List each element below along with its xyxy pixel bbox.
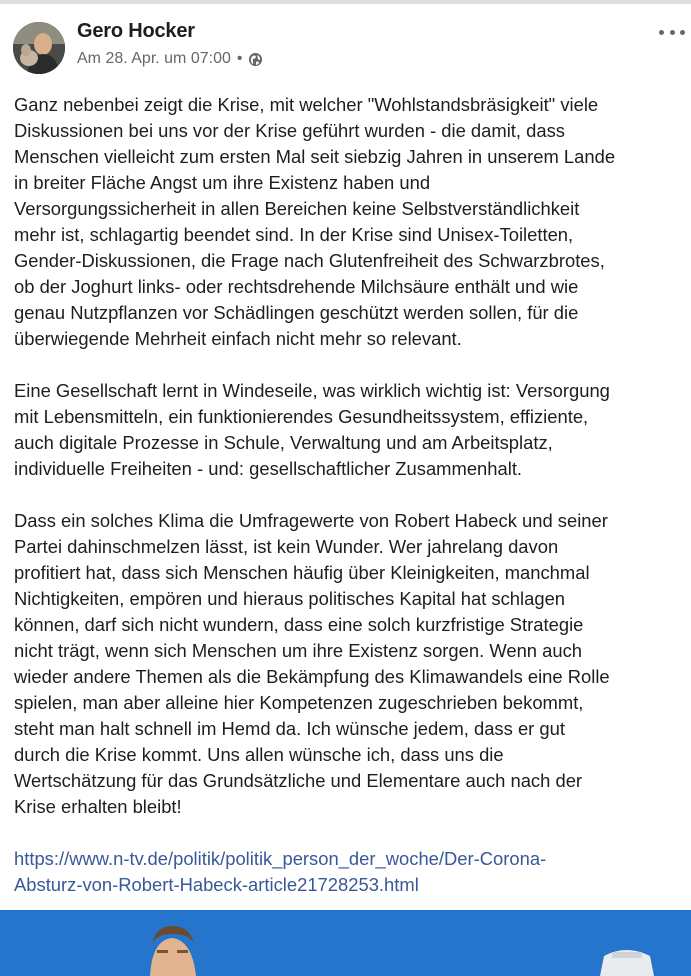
text-line: mehr ist, schlagartig beendet sind. In der Krise sind Unisex-Toiletten,: [14, 224, 574, 245]
text-line: in breiter Fläche Angst um ihre Existenz haben und: [14, 172, 431, 193]
link-line[interactable]: https://www.n-tv.de/politik/politik_person_der_woche/Der-Corona-: [14, 848, 547, 869]
avatar[interactable]: [13, 22, 65, 74]
text-line: durch die Krise kommt. Uns allen wünsche ich, dass uns die: [14, 744, 504, 765]
article-link[interactable]: [14, 846, 546, 898]
text-line: genau Nutzpflanzen vor Schädlingen geschützt werden sollen, für die: [14, 302, 579, 323]
post-header: [0, 4, 691, 80]
post-text: [14, 92, 691, 846]
text-line: Ganz nebenbei zeigt die Krise, mit welcher "Wohlstandsbräsigkeit" viele: [14, 94, 599, 115]
dot: [680, 30, 685, 35]
text-line: Krise erhalten bleibt!: [14, 796, 182, 817]
post-paragraph: [14, 508, 691, 820]
text-line: nicht trägt, wenn sich Menschen um ihre Existenz sorgen. Wenn auch: [14, 640, 583, 661]
text-line: können, darf sich nicht wundern, dass eine solch kurzfristige Strategie: [14, 614, 584, 635]
text-line: überwiegende Mehrheit einfach nicht mehr so relevant.: [14, 328, 462, 349]
meta-separator: •: [236, 50, 243, 67]
post-timestamp[interactable]: Am 28. Apr. um 07:00: [77, 50, 231, 67]
author-name[interactable]: Gero Hocker: [77, 20, 195, 42]
post-meta: [77, 50, 263, 68]
avatar-image: [13, 22, 65, 74]
dot: [659, 30, 664, 35]
globe-icon[interactable]: [248, 52, 263, 67]
text-line: Dass ein solches Klima die Umfragewerte von Robert Habeck und seiner: [14, 510, 608, 531]
text-line: Partei dahinschmelzen lässt, ist kein Wunder. Wer jahrelang davon: [14, 536, 559, 557]
text-line: Gender-Diskussionen, die Frage nach Glutenfreiheit des Schwarzbrotes,: [14, 250, 605, 271]
preview-photo: [0, 910, 691, 976]
text-line: mit Lebensmitteln, ein funktionierendes Gesundheitssystem, effiziente,: [14, 406, 589, 427]
post-paragraph: [14, 92, 691, 352]
text-line: wieder andere Themen als die Bekämpfung des Klimawandels eine Rolle: [14, 666, 610, 687]
post-paragraph: [14, 378, 691, 482]
link-line[interactable]: Absturz-von-Robert-Habeck-article21728253.html: [14, 874, 419, 895]
text-line: profitiert hat, dass sich Menschen häufig über Kleinigkeiten, manchmal: [14, 562, 590, 583]
text-line: spielen, man aber alleine hier Kompetenzen zugeschrieben bekommt,: [14, 692, 584, 713]
text-line: individuelle Freiheiten - und: gesellschaftlicher Zusammenhalt.: [14, 458, 523, 479]
text-line: auch digitale Prozesse in Schule, Verwaltung und am Arbeitsplatz,: [14, 432, 553, 453]
text-line: Versorgungssicherheit in allen Bereichen keine Selbstverständlichkeit: [14, 198, 580, 219]
text-line: Wertschätzung für das Grundsätzliche und Elementare auch nach der: [14, 770, 583, 791]
link-preview-image[interactable]: [0, 910, 691, 976]
text-line: Eine Gesellschaft lernt in Windeseile, was wirklich wichtig ist: Versorgung: [14, 380, 610, 401]
text-line: ob der Joghurt links- oder rechtsdrehende Milchsäure enthält und wie: [14, 276, 579, 297]
text-line: steht man halt schnell im Hemd da. Ich wünsche jedem, dass er gut: [14, 718, 565, 739]
text-line: Nichtigkeiten, empören und hieraus politisches Kapital hat schlagen: [14, 588, 566, 609]
text-line: Diskussionen bei uns vor der Krise geführt wurden - die damit, dass: [14, 120, 565, 141]
text-line: Menschen vielleicht zum ersten Mal seit siebzig Jahren in unserem Lande: [14, 146, 616, 167]
dot: [670, 30, 675, 35]
more-options-icon[interactable]: [659, 24, 685, 40]
